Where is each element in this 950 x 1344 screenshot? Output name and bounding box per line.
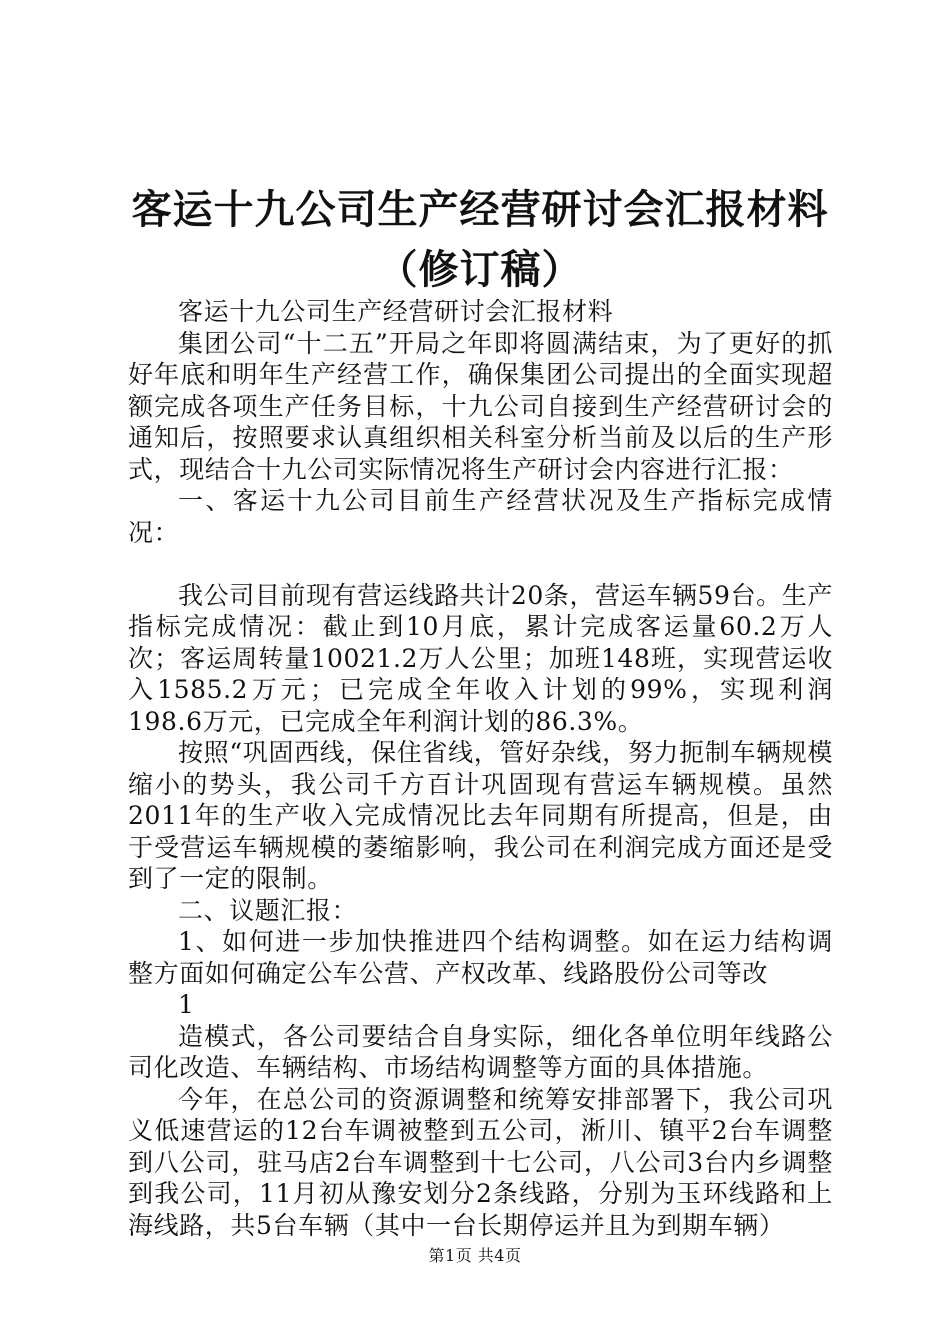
blank-line (128, 548, 833, 580)
page-footer: 第1页 共4页 (428, 1246, 522, 1265)
topic-1-paragraph: 1、如何进一步加快推进四个结构调整。如在运力结构调整方面如何确定公车公营、产权改革、线路股份公司等改 (128, 927, 833, 988)
inline-page-number: 1 (178, 990, 195, 1019)
adjustment-paragraph: 今年，在总公司的资源调整和统筹安排部署下，我公司巩义低速营运的12台车调被整到五公司，淅川、镇平2台车调整到八公司，驻马店2台车调整到十七公司，八公司3台内乡调整到我公司，11月初从豫安划分2条线路，分别为玉环线路和上海线路，共5台车辆（其中一台长期停运并且为到期车辆） (128, 1084, 833, 1240)
subtitle-paragraph: 客运十九公司生产经营研讨会汇报材料 (178, 297, 614, 326)
section-heading-1: 一、客运十九公司目前生产经营状况及生产指标完成情况： (128, 486, 833, 547)
document-body (128, 296, 833, 1241)
status-paragraph: 我公司目前现有营运线路共计20条，营运车辆59台。生产指标完成情况：截止到10月底，累计完成客运量60.2万人次；客运周转量10021.2万人公里；加班148班，实现营运收入1585.2万元；已完成全年收入计划的99%，实现利润198.6万元，已完成全年利润计划的86.3%。 (128, 580, 833, 736)
strategy-paragraph: 按照“巩固西线，保住省线，管好杂线，努力扼制车辆规模缩小的势头，我公司千方百计巩固现有营运车辆规模。虽然2011年的生产收入完成情况比去年同期有所提高，但是，由于受营运车辆规模的萎缩影响，我公司在利润完成方面还是受到了一定的限制。 (128, 738, 833, 893)
document-title: 客运十九公司生产经营研讨会汇报材料（修订稿） (131, 186, 829, 293)
section-heading-2: 二、议题汇报： (178, 895, 358, 925)
topic-1-continued-paragraph: 造模式，各公司要结合自身实际，细化各单位明年线路公司化改造、车辆结构、市场结构调整等方面的具体措施。 (128, 1021, 833, 1082)
intro-paragraph: 集团公司“十二五”开局之年即将圆满结束，为了更好的抓好年底和明年生产经营工作，确保集团公司提出的全面实现超额完成各项生产任务目标，十九公司自接到生产经营研讨会的通知后，按照要求认真组织相关科室分析当前及以后的生产形式，现结合十九公司实际情况将生产研讨会内容进行汇报： (128, 328, 833, 484)
